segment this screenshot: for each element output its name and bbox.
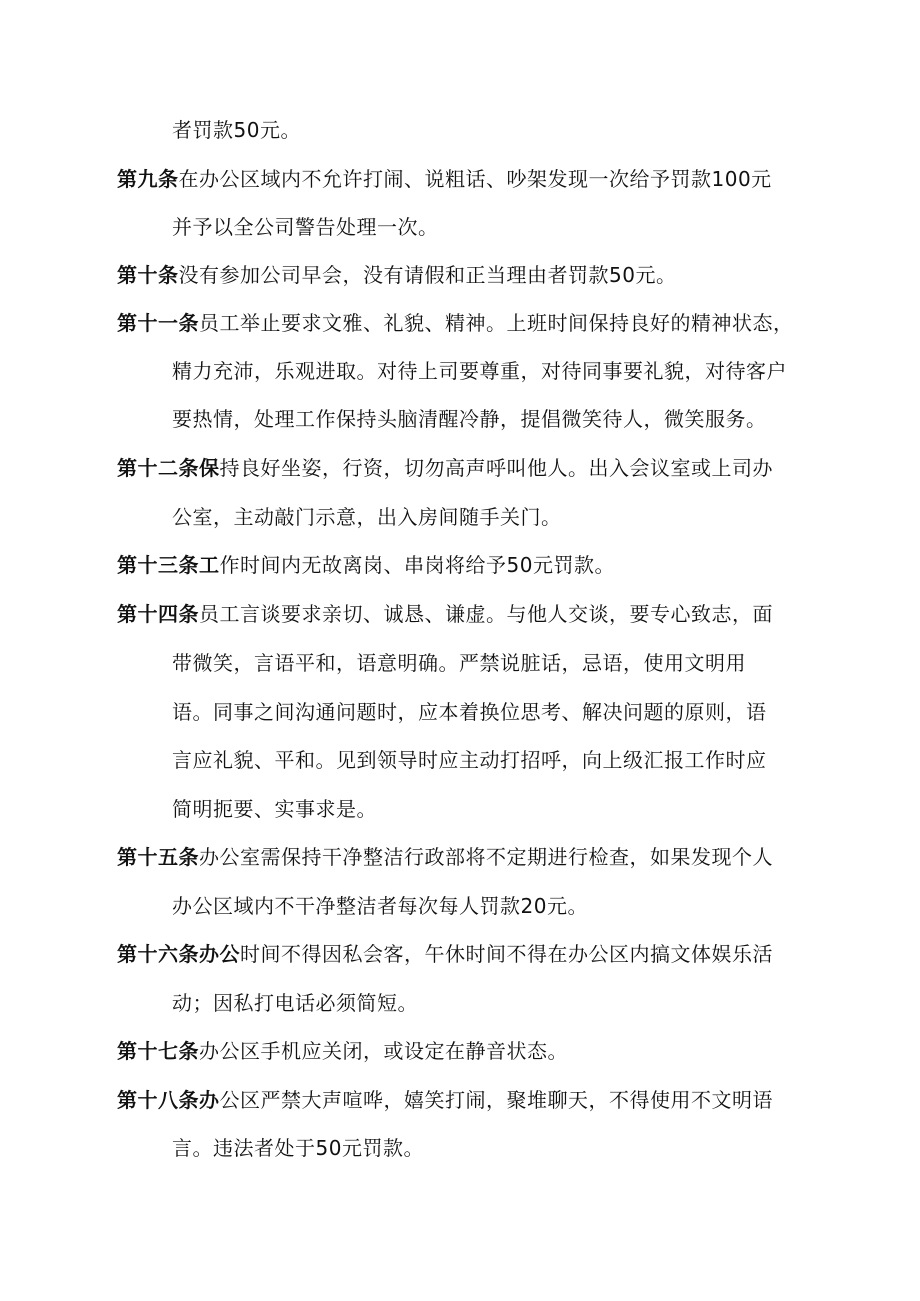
article-15: [117, 844, 773, 870]
article-14: [117, 601, 773, 627]
article-17: [117, 1038, 568, 1064]
article-10: [117, 262, 676, 288]
article-16: [117, 941, 773, 967]
text-line: [172, 747, 767, 773]
line-text: 语。同事之间沟通问题时，应本着换位思考、解决问题的原则，语: [172, 700, 767, 724]
article-text: 员工言谈要求亲切、诚恳、谦虚。与他人交谈，要专心致志，面: [199, 602, 773, 626]
text-line: [172, 504, 562, 530]
article-label: 第九条: [117, 167, 179, 191]
text-line: [172, 406, 767, 432]
line-text: 言应礼貌、平和。见到领导时应主动打招呼，向上级汇报工作时应: [172, 748, 767, 772]
article-text: 在办公区域内不允许打闹、说粗话、吵架发现一次给予罚款100元: [178, 167, 772, 191]
text-line: [172, 1135, 424, 1161]
line-text: 办公区域内不干净整洁者每次每人罚款20元。: [172, 894, 588, 918]
article-11: [117, 310, 794, 336]
article-text: 没有参加公司早会，没有请假和正当理由者罚款50元。: [178, 263, 677, 287]
article-13: [117, 552, 615, 578]
article-text: 持良好坐姿，行资，切勿高声呼叫他人。出入会议室或上司办: [219, 456, 773, 480]
line-text: 要热情，处理工作保持头脑清醒冷静，提倡微笑待人，微笑服务。: [172, 407, 767, 431]
article-text: 作时间内无故离岗、串岗将给予50元罚款。: [219, 553, 615, 577]
article-text: 公区严禁大声喧哗，嬉笑打闹，聚堆聊天，不得使用不文明语: [219, 1088, 773, 1112]
article-label: 第十八条办: [117, 1088, 220, 1112]
article-text: 员工举止要求文雅、礼貌、精神。上班时间保持良好的精神状态，: [199, 311, 794, 335]
article-label: 第十四条: [117, 602, 199, 626]
text-line: [172, 699, 767, 725]
text-line: [172, 990, 418, 1016]
line-text: 并予以全公司警告处理一次。: [172, 215, 439, 239]
text-line: [172, 117, 301, 143]
article-label: 第十条: [117, 263, 179, 287]
line-text: 简明扼要、实事求是。: [172, 797, 377, 821]
text-line: [172, 650, 746, 676]
article-label: 第十五条: [117, 845, 199, 869]
text-line: [172, 358, 787, 384]
article-label: 第十三条工: [117, 553, 220, 577]
line-text: 精力充沛，乐观进取。对待上司要尊重，对待同事要礼貌，对待客户: [172, 359, 787, 383]
article-text: 办公区手机应关闭，或设定在静音状态。: [199, 1039, 568, 1063]
line-text: 公室，主动敲门示意，出入房间随手关门。: [172, 505, 562, 529]
article-text: 办公室需保持干净整洁行政部将不定期进行检查，如果发现个人: [199, 845, 773, 869]
article-label: 第十七条: [117, 1039, 199, 1063]
text-line: [172, 214, 439, 240]
article-18: [117, 1087, 773, 1113]
line-text: 动；因私打电话必须简短。: [172, 991, 418, 1015]
article-9: [117, 166, 772, 192]
text-line: [172, 893, 588, 919]
line-text: 者罚款50元。: [172, 118, 301, 142]
article-label: 第十六条办公: [117, 942, 240, 966]
article-12: [117, 455, 773, 481]
article-label: 第十一条: [117, 311, 199, 335]
text-line: [172, 796, 377, 822]
line-text: 带微笑，言语平和，语意明确。严禁说脏话，忌语，使用文明用: [172, 651, 746, 675]
line-text: 言。违法者处于50元罚款。: [172, 1136, 424, 1160]
article-text: 时间不得因私会客，午休时间不得在办公区内搞文体娱乐活: [240, 942, 773, 966]
article-label: 第十二条保: [117, 456, 220, 480]
